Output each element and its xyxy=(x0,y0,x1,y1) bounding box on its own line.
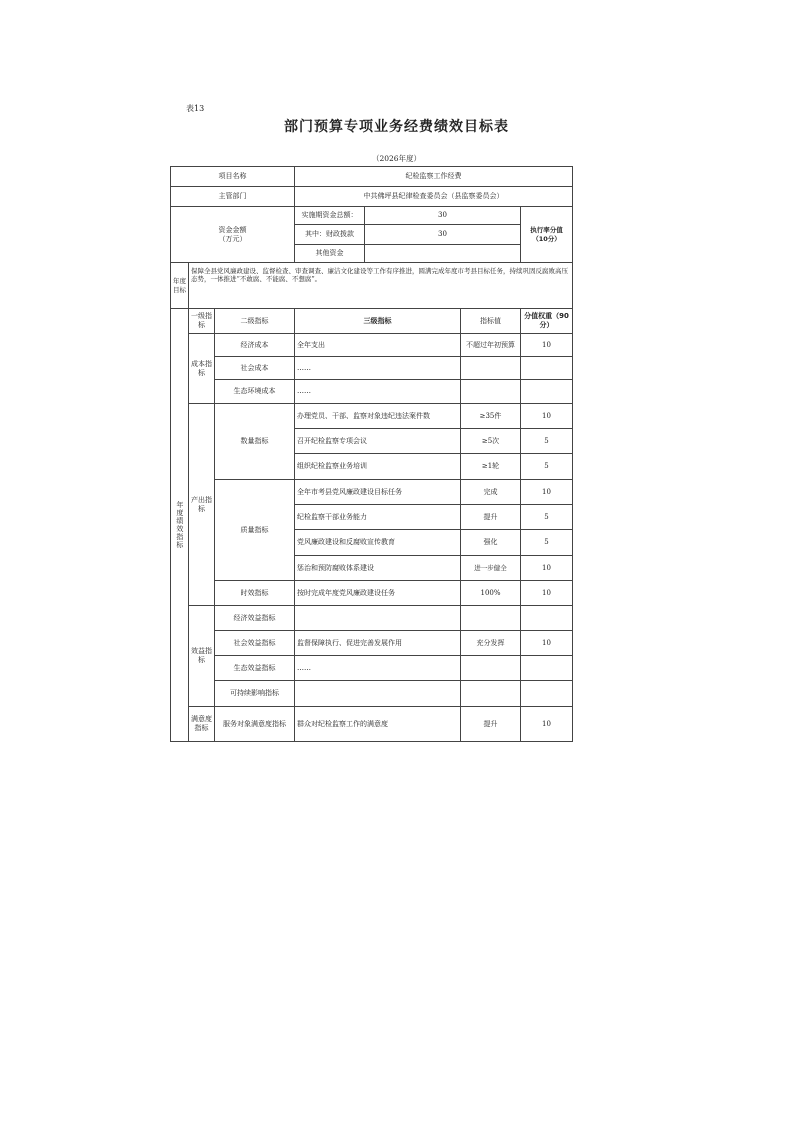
weight-cell: 5 xyxy=(520,428,573,454)
weight-cell xyxy=(520,379,573,404)
group-satisfaction: 满意度指标 xyxy=(188,706,215,742)
value-cell xyxy=(460,605,521,631)
header-level2: 二级指标 xyxy=(214,308,295,334)
year-label: （2026年度） xyxy=(371,154,422,163)
weight-cell: 10 xyxy=(520,630,573,656)
level2-service-satisfaction: 服务对象满意度指标 xyxy=(214,706,295,742)
weight-cell xyxy=(520,356,573,380)
project-name-label: 项目名称 xyxy=(170,166,295,187)
total-funds-value: 30 xyxy=(364,206,521,225)
level2-social-cost: 社会成本 xyxy=(214,356,295,380)
value-cell: 强化 xyxy=(460,529,521,556)
value-cell xyxy=(460,356,521,380)
weight-cell: 5 xyxy=(520,453,573,480)
level3-cell: 组织纪检监察业务培训 xyxy=(294,453,461,480)
value-cell: 完成 xyxy=(460,479,521,505)
level3-cell: 惩治和预防腐败体系建设 xyxy=(294,555,461,581)
level3-cell: 群众对纪检监察工作的满意度 xyxy=(294,706,461,742)
weight-cell: 10 xyxy=(520,706,573,742)
weight-cell: 10 xyxy=(520,555,573,581)
level2-quality: 质量指标 xyxy=(214,479,295,581)
level2-economic-benefit: 经济效益指标 xyxy=(214,605,295,631)
value-cell: 100% xyxy=(460,580,521,606)
dept-label: 主管部门 xyxy=(170,186,295,207)
value-cell: 不超过年初预算 xyxy=(460,333,521,357)
level3-cell: …… xyxy=(294,356,461,380)
group-benefit: 效益指标 xyxy=(188,605,215,707)
level3-cell: 全年支出 xyxy=(294,333,461,357)
group-output: 产出指标 xyxy=(188,403,215,606)
page-title: 部门预算专项业务经费绩效目标表 xyxy=(284,119,509,135)
level3-cell: 按时完成年度党风廉政建设任务 xyxy=(294,580,461,606)
value-cell: 充分发挥 xyxy=(460,630,521,656)
level2-economic-cost: 经济成本 xyxy=(214,333,295,357)
level3-cell xyxy=(294,680,461,707)
project-name-value: 纪检监察工作经费 xyxy=(294,166,573,187)
level2-sustain: 可持续影响指标 xyxy=(214,680,295,707)
group-cost: 成本指标 xyxy=(188,333,215,404)
annual-goal-label: 年度目标 xyxy=(170,262,189,309)
level3-cell: 纪检监察干部业务能力 xyxy=(294,504,461,530)
value-cell: 进一步健全 xyxy=(460,555,521,581)
annual-goal-text: 保障全县党风廉政建设、监督检查、审查调查、廉洁文化建设等工作有序推进，圆满完成年度市考县目标任务，持续巩固反腐败高压态势，一体推进“不敢腐、不能腐、不想腐”。 xyxy=(188,262,573,309)
header-weight: 分值权重（90分） xyxy=(520,308,573,334)
weight-cell: 10 xyxy=(520,403,573,429)
level3-cell: 办理党员、干部、监察对象违纪违法案件数 xyxy=(294,403,461,429)
weight-cell: 10 xyxy=(520,479,573,505)
other-funds-label: 其他资金 xyxy=(294,244,365,263)
level3-cell: …… xyxy=(294,655,461,681)
funds-label: 资金金额 （万元） xyxy=(170,206,295,263)
header-level1: 一级指标 xyxy=(188,308,215,334)
value-cell: ≥5次 xyxy=(460,428,521,454)
weight-cell xyxy=(520,655,573,681)
header-level3: 三级指标 xyxy=(294,308,461,334)
table-number: 表13 xyxy=(186,104,205,113)
value-cell xyxy=(460,655,521,681)
dept-value: 中共佛坪县纪律检查委员会（县监察委员会） xyxy=(294,186,573,207)
level3-cell xyxy=(294,605,461,631)
level2-eco-cost: 生态环境成本 xyxy=(214,379,295,404)
value-cell xyxy=(460,379,521,404)
value-cell: 提升 xyxy=(460,504,521,530)
level3-cell: …… xyxy=(294,379,461,404)
value-cell xyxy=(460,680,521,707)
weight-cell: 10 xyxy=(520,333,573,357)
value-cell: ≥1轮 xyxy=(460,453,521,480)
level2-eco-benefit: 生态效益指标 xyxy=(214,655,295,681)
exec-score-label: 执行率分值（10分） xyxy=(520,206,573,263)
level2-timeliness: 时效指标 xyxy=(214,580,295,606)
header-value: 指标值 xyxy=(460,308,521,334)
fiscal-funds-label: 其中：财政拨款 xyxy=(294,224,365,245)
level2-quantity: 数量指标 xyxy=(214,403,295,480)
level3-cell: 党风廉政建设和反腐败宣传教育 xyxy=(294,529,461,556)
performance-indicators-label: 年度绩效指标 xyxy=(170,308,189,742)
weight-cell: 5 xyxy=(520,529,573,556)
weight-cell xyxy=(520,605,573,631)
other-funds-value xyxy=(364,244,521,263)
fiscal-funds-value: 30 xyxy=(364,224,521,245)
weight-cell: 10 xyxy=(520,580,573,606)
weight-cell: 5 xyxy=(520,504,573,530)
value-cell: ≥35件 xyxy=(460,403,521,429)
level3-cell: 召开纪检监察专项会议 xyxy=(294,428,461,454)
weight-cell xyxy=(520,680,573,707)
level3-cell: 监督保障执行、促进完善发展作用 xyxy=(294,630,461,656)
level2-social-benefit: 社会效益指标 xyxy=(214,630,295,656)
value-cell: 提升 xyxy=(460,706,521,742)
level3-cell: 全年市考县党风廉政建设目标任务 xyxy=(294,479,461,505)
total-funds-label: 实施期资金总额： xyxy=(294,206,365,225)
